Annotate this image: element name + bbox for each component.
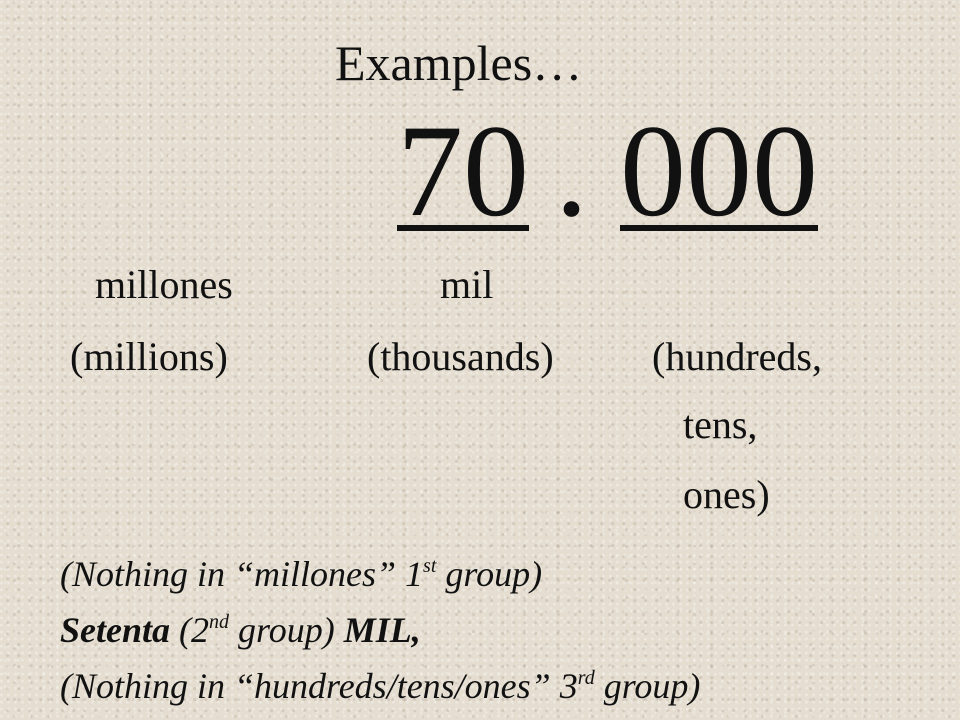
number-group-right: 000: [620, 97, 818, 244]
label-hundreds: (hundreds,: [652, 334, 822, 379]
label-thousands: (thousands): [367, 334, 554, 379]
note-line-3-end: group): [594, 666, 701, 706]
note-line-1-end: group): [436, 554, 543, 594]
note-line-2-ordinal: nd: [209, 611, 230, 633]
label-ones: ones): [683, 472, 770, 517]
label-mil: mil: [440, 262, 494, 307]
note-line-3: [60, 668, 700, 704]
label-millions: (millions): [70, 334, 228, 379]
note-line-2-text: (2: [170, 610, 210, 650]
number-group-left: 70: [397, 97, 529, 244]
note-line-1: [60, 556, 542, 592]
slide-title: Examples…: [335, 35, 583, 91]
note-line-2-mil: MIL,: [343, 610, 421, 650]
label-millones: millones: [95, 262, 233, 307]
note-line-3-ordinal: rd: [577, 667, 595, 689]
label-tens: tens,: [683, 402, 758, 447]
note-line-2-setenta: Setenta: [60, 610, 171, 650]
note-line-3-text: (Nothing in “hundreds/tens/ones” 3: [60, 666, 578, 706]
number-separator: .: [555, 97, 588, 244]
note-line-1-ordinal: st: [423, 555, 437, 577]
note-line-1-text: (Nothing in “millones” 1: [60, 554, 424, 594]
note-line-2: [60, 612, 421, 648]
note-line-2-group: group): [229, 610, 344, 650]
